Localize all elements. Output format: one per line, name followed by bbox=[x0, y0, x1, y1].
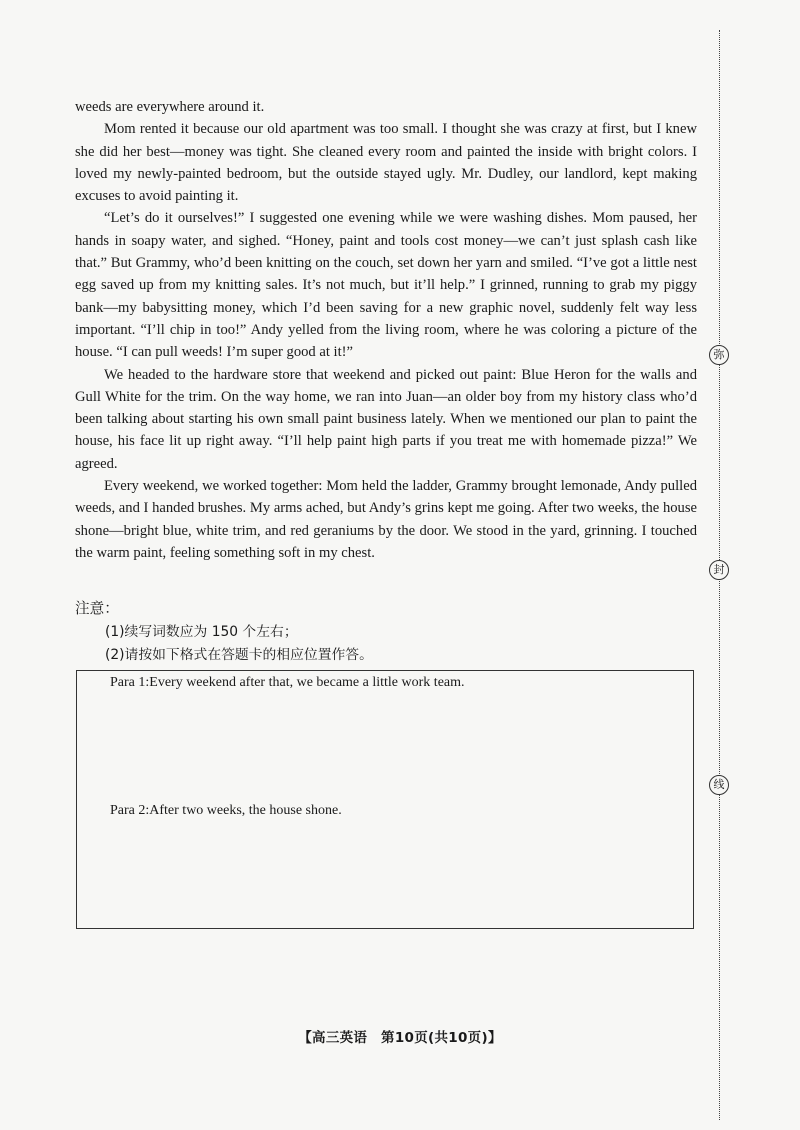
note-item-word-count: (1)续写词数应为 150 个左右； bbox=[105, 624, 298, 640]
binding-mark-feng: 封 bbox=[709, 560, 729, 580]
answer-box bbox=[76, 670, 694, 929]
story-paragraph: Mom rented it because our old apartment was too small. I thought she was crazy at first, but I knew she did her best—money was tight. She cleaned every room and painted the inside with bright colors. I loved my newly-painted bedroom, but the outside stayed ugly. Mr. Dudley, our landlord, kept making excuses to avoid painting it. bbox=[75, 121, 697, 205]
para-2-prompt: Para 2:After two weeks, the house shone. bbox=[110, 803, 342, 818]
story-paragraph: “Let’s do it ourselves!” I suggested one evening while we were washing dishes. Mom paused, her hands in soapy water, and sighed. “Honey, paint and tools cost money—we can’t just splash cash like that.” But Grammy, who’d been knitting on the couch, set down her yarn and smiled. “I’ve got a little nest egg saved up from my knitting sales. It’s not much, but it’ll help.” I grinned, running to grab my piggy bank—my babysitting money, which I’d been saving for a new graphic novel, suddenly felt way less important. “I’ll chip in too!” Andy yelled from the living room, where he was coloring a picture of the house. “I can pull weeds! I’m super good at it!” bbox=[75, 210, 697, 361]
notes-title: 注意： bbox=[75, 600, 119, 617]
page-footer: 【高三英语 第10页(共10页)】 bbox=[298, 1030, 502, 1046]
story-paragraph: We headed to the hardware store that weekend and picked out paint: Blue Heron for the walls and Gull White for the trim. On the way home, we ran into Juan—an older boy from my history class who’d been talking about starting his own small paint business lately. When we mentioned our plan to paint the house, his face lit up right away. “I’ll help paint high parts if you treat me with homemade pizza!” We agreed. bbox=[75, 366, 697, 472]
story-paragraph: Every weekend, we worked together: Mom held the ladder, Grammy brought lemonade, Andy pulled weeds, and I handed brushes. My arms ached, but Andy’s grins kept me going. After two weeks, the house shone—bright blue, white trim, and red geraniums by the door. We stood in the yard, grinning. I touched the warm paint, feeling something soft in my chest. bbox=[75, 478, 697, 561]
binding-mark-mi: 弥 bbox=[709, 345, 729, 365]
story-text bbox=[75, 96, 697, 564]
binding-mark-xian: 线 bbox=[709, 775, 729, 795]
para-1-prompt: Para 1:Every weekend after that, we became a little work team. bbox=[110, 675, 465, 690]
story-paragraph-continuation: weeds are everywhere around it. bbox=[75, 99, 265, 115]
note-item-format: (2)请按如下格式在答题卡的相应位置作答。 bbox=[105, 647, 373, 663]
